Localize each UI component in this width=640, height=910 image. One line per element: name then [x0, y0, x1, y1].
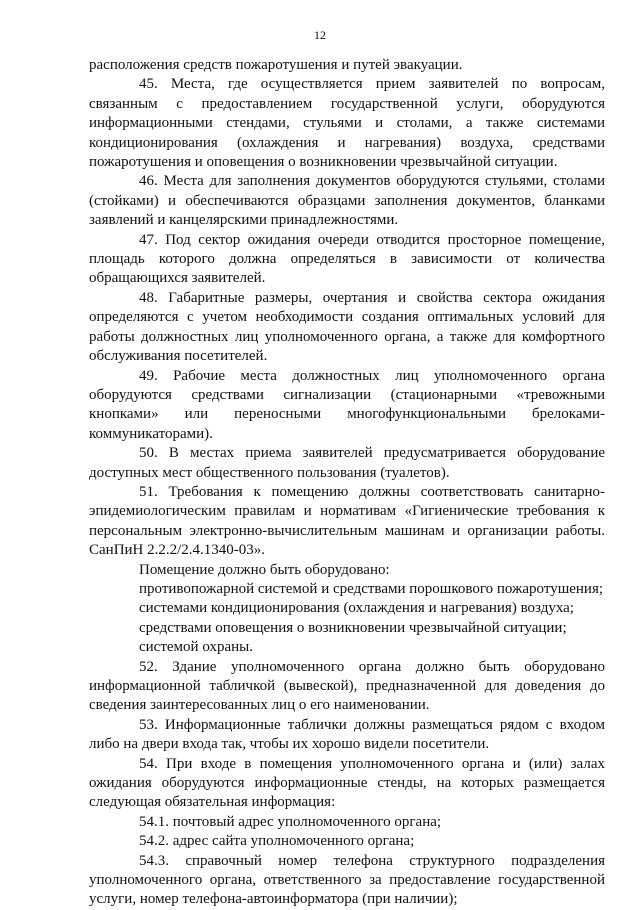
paragraph-49: 49. Рабочие места должностных лиц уполномоченного органа оборудуются средствами сигнализации (стационарными «тревожными кнопками» или переносными многофункциональными брелоками-коммуникаторами).	[89, 367, 605, 442]
document-body	[89, 56, 605, 910]
paragraph-54-2: 54.2. адрес сайта уполномоченного органа;	[139, 833, 415, 850]
paragraph-48: 48. Габаритные размеры, очертания и свойства сектора ожидания определяются с учетом необходимости создания оптимальных условий для работы должностных лиц уполномоченного органа, а также для комфортного обслуживания посетителей.	[89, 289, 605, 365]
paragraph-54-1: 54.1. почтовый адрес уполномоченного органа;	[139, 813, 442, 830]
paragraph-54: 54. При входе в помещения уполномоченного органа и (или) залах ожидания оборудуются информационные стенды, на которых размещается следующая обязательная информация:	[89, 755, 605, 811]
paragraph-45: 45. Места, где осуществляется прием заявителей по вопросам, связанным с предоставлением государственной услуги, оборудуются информационными стендами, стульями и столами, а также системами кондиционирования (охлаждения и нагревания) воздуха, средствами пожаротушения и оповещения о возникновении чрезвычайной ситуации.	[89, 76, 605, 171]
list-item-security: системой охраны.	[139, 639, 253, 656]
paragraph-53: 53. Информационные таблички должны размещаться рядом с входом либо на двери входа так, чтобы их хорошо видели посетители.	[89, 716, 605, 753]
paragraph-46: 46. Места для заполнения документов оборудуются стульями, столами (стойками) и обеспечиваются образцами заполнения документов, бланками заявлений и канцелярскими принадлежностями.	[89, 173, 605, 229]
paragraph-equipment-intro: Помещение должно быть оборудовано:	[139, 561, 390, 578]
paragraph-52: 52. Здание уполномоченного органа должно быть оборудовано информационной табличкой (вывеской), предназначенной для доведения до сведения заинтересованных лиц о его наименовании.	[89, 658, 605, 714]
list-item-air-conditioning: системами кондиционирования (охлаждения и нагревания) воздуха;	[139, 600, 574, 617]
page-number: 12	[314, 28, 326, 42]
list-item-emergency-alert: средствами оповещения о возникновении чрезвычайной ситуации;	[139, 619, 567, 636]
paragraph-47: 47. Под сектор ожидания очереди отводится просторное помещение, площадь которого должна определяться в зависимости от количества обращающихся заявителей.	[89, 231, 605, 287]
paragraph-continuation: расположения средств пожаротушения и путей эвакуации.	[89, 57, 463, 73]
list-item-fire-system: противопожарной системой и средствами порошкового пожаротушения;	[139, 580, 604, 597]
paragraph-54-3: 54.3. справочный номер телефона структурного подразделения уполномоченного органа, ответственного за предоставление государственной услуги, номер телефона-автоинформатора (при наличии);	[89, 852, 605, 908]
paragraph-51: 51. Требования к помещению должны соответствовать санитарно-эпидемиологическим правилам и нормативам «Гигиенические требования к персональным электронно-вычислительным машинам и организации работы. СанПиН 2.2.2/2.4.1340-03».	[89, 483, 605, 559]
paragraph-50: 50. В местах приема заявителей предусматривается оборудование доступных мест общественного пользования (туалетов).	[89, 445, 605, 481]
